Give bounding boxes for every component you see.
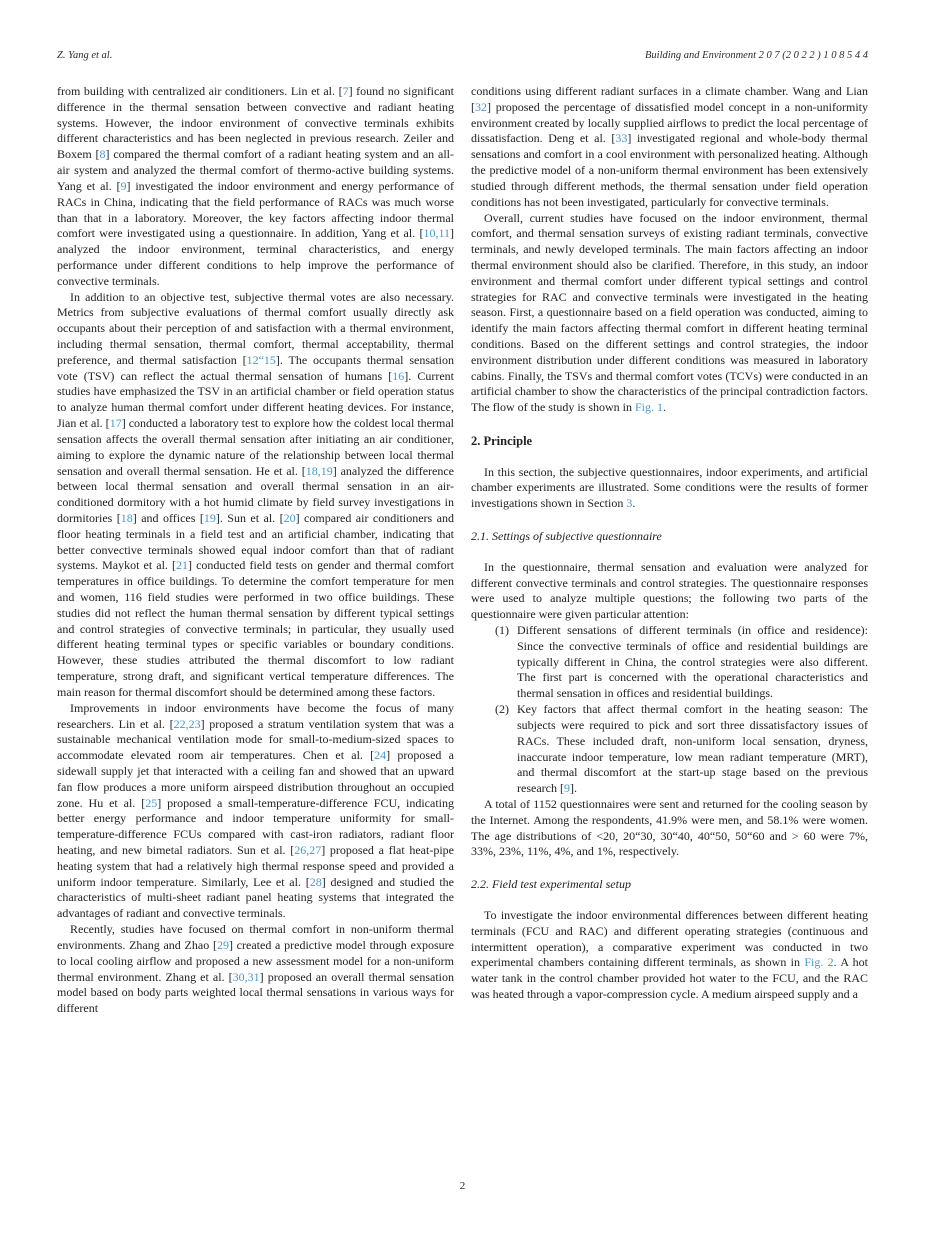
citation-link[interactable]: 19	[203, 510, 216, 525]
list-item: (1) Different sensations of different terminals (in office and residence): Since the convective terminals of office and residential buildings are typically different in China, the control strategies were also different. The first part is concerned with the operational characteristics and thermal sensation in offices and residential buildings.	[495, 623, 868, 701]
citation-link[interactable]: 21	[176, 558, 189, 573]
header-author: Z. Yang et al.	[57, 50, 113, 61]
page-content	[57, 50, 868, 1017]
citation-link[interactable]: 9	[563, 781, 570, 796]
paragraph: from building with centralized air conditioners. Lin et al. [7] found no significant difference in the thermal sensation between convective and radiant heating systems. However, the indoor environment of convective terminals exhibits different characteristics and has been neglected in previous research. Zeiler and Boxem [8] compared the thermal comfort of a radiant heating system and an all-air system and analyzed the thermal comfort of thermo-active building systems. Yang et al. [9] investigated the indoor environment and energy performance of RACs in China, indicating that the field performance of RACs was much worse than that in a laboratory. Moreover, the key factors affecting indoor thermal comfort were investigated using a questionnaire. In addition, Yang et al. [10,11] analyzed the indoor environment, terminal characteristics, and energy performance under different conditions to help improve the performance of convective terminals.	[57, 84, 454, 288]
citation-link[interactable]: 12“15	[246, 352, 276, 367]
citation-link[interactable]: 25	[145, 795, 158, 810]
citation-link[interactable]: Fig. 2	[804, 955, 834, 970]
citation-link[interactable]: 26,27	[294, 843, 322, 857]
citation-link[interactable]: 8	[99, 147, 106, 162]
citation-link[interactable]: 16	[392, 368, 405, 383]
citation-link[interactable]: 9	[120, 178, 127, 193]
paragraph: A total of 1152 questionnaires were sent and returned for the cooling season by the Internet. Among the respondents, 41.9% were men, and 58.1% were women. The age distributions of <20, 20“30, 30“40, 40“50, 50“60 and > 60 were 7%, 33%, 23%, 11%, 4%, and 1%, respectively.	[471, 796, 868, 859]
citation-link[interactable]: 22,23	[173, 716, 201, 731]
citation-link[interactable]: 10,11	[423, 226, 450, 241]
header-journal-title: Building and Environment 2 0 7 (2 0 2 2 ) 1 0 8 5 4 4	[644, 50, 868, 61]
citation-link[interactable]: 20	[283, 510, 296, 525]
section-heading: 2. Principle	[471, 434, 533, 449]
subsection-heading: 2.2. Field test experimental setup	[471, 877, 631, 892]
list-marker: (1)	[495, 623, 509, 638]
paragraph: Overall, current studies have focused on the indoor environment, thermal comfort, and thermal sensation surveys of existing radiant terminals, convective terminals, and newly developed terminals. The main factors affecting an indoor thermal environment should also be clarified. Therefore, in this study, an indoor environment and thermal comfort under different typical settings and control strategies for RAC and convective terminals were investigated in the heating season. First, a questionnaire based on a field operation was conducted, aiming to identify the main factors affecting thermal comfort in different heating terminal conditions. Based on the different settings and control strategies, the indoor environment distribution under different conditions was measured in laboratory cabins. Finally, the TSVs and thermal comfort votes (TCVs) were conducted in an artificial chamber to show the characteristics of the principal contradiction factors. The flow of the study is shown in Fig. 1.	[471, 210, 868, 415]
citation-link[interactable]: 3	[626, 496, 633, 511]
page-number: 2	[459, 1180, 466, 1192]
citation-link[interactable]: 29	[216, 937, 229, 952]
paragraph: In this section, the subjective questionnaires, indoor experiments, and artificial chamber experiments are illustrated. Some conditions were the results of former investigations shown in Section 3.	[471, 464, 868, 511]
paragraph: Recently, studies have focused on thermal comfort in non-uniform thermal environments. Zhang and Zhao [29] created a predictive model through exposure to local cooling airflow and proposed a new assessment model for a non-uniform thermal environment. Zhang et al. [30,31] proposed an overall thermal sensation model based on body parts weighted local thermal sensations in various ways for different	[57, 922, 454, 1016]
citation-link[interactable]: 18,19	[305, 463, 333, 478]
citation-link[interactable]: 18	[120, 510, 133, 525]
running-header	[57, 50, 868, 61]
two-column-body	[57, 84, 868, 1017]
paragraph: To investigate the indoor environmental differences between different heating terminals (FCU and RAC) and different operating strategies (continuous and intermittent operation), a comparative experiment was conducted in two experimental chambers containing different terminals, as shown in Fig. 2. A hot water tank in the control chamber provided hot water to the FCU, and the RAC was heated through a vapor-compression cycle. A medium airspeed supply and a	[471, 908, 868, 1002]
paragraph: conditions using different radiant surfaces in a climate chamber. Wang and Lian [32] proposed the percentage of dissatisfied model concept in a non-uniformity environment created by locally supplied airflows to predict the local percentage of dissatisfaction. Deng et al. [33] investigated regional and whole-body thermal sensations and comfort in a cool environment with personalized heating. Although the predictive model of a non-uniform thermal environment has been extensively studied through different methods, the thermal sensation under field operation conditions has not been investigated, particularly for convective terminals.	[471, 84, 868, 209]
citation-link[interactable]: 24	[374, 748, 387, 763]
page-footer	[0, 1180, 925, 1192]
citation-link[interactable]: 28	[309, 874, 322, 889]
article-column-left	[57, 84, 454, 1017]
citation-link[interactable]: Fig. 1	[635, 400, 664, 415]
list-item: (2) Key factors that affect thermal comfort in the heating season: The subjects were required to pick and sort three dissatisfactory issues of RACs. These included draft, non-uniform local sensation, dryness, inaccurate indoor temperature, low mean radiant temperature (MRT), and thermal discomfort at the start-up stage based on the previous research [9].	[495, 702, 868, 796]
citation-link[interactable]: 32	[475, 99, 487, 114]
citation-link[interactable]: 17	[109, 416, 122, 431]
citation-link[interactable]: 7	[342, 84, 349, 98]
paragraph: Improvements in indoor environments have become the focus of many researchers. Lin et al. [22,23] proposed a stratum ventilation system that was a sustainable mechanical ventilation mode for small-to-medium-sized spaces to accommodate elevated room air temperatures. Chen et al. [24] proposed a sidewall supply jet that interacted with a ceiling fan and showed that an upward fan flow produces a more uniform airspeed distribution throughout an occupied zone. Hu et al. [25] proposed a small-temperature-difference FCU, indicating better energy performance and indoor temperature uniformity for small-temperature-difference FCUs compared with cast-iron radiators, radiant floor heating, and new bimetal radiators. Sun et al. [26,27] proposed a flat heat-pipe heating system that had a relatively high thermal response speed and provided a uniform indoor temperature. Similarly, Lee et al. [28] designed and studied the characteristics of multi-sheet radiant panel heating systems that integrated the advantages of radiant and convective terminals.	[57, 700, 454, 921]
paragraph: In the questionnaire, thermal sensation and evaluation were analyzed for different convective terminals and control strategies. The questionnaire responses were used to analyze multiple questions; the following two parts of the questionnaire were given particular attention:	[471, 559, 868, 622]
subsection-heading: 2.1. Settings of subjective questionnaire	[471, 528, 662, 543]
list-marker: (2)	[495, 702, 509, 717]
citation-link[interactable]: 33	[615, 131, 628, 146]
paragraph: In addition to an objective test, subjective thermal votes are also necessary. Metrics from subjective evaluations of thermal comfort usually directly ask occupants about their perception of and satisfaction with a thermal environment, including thermal sensation, thermal comfort, thermal acceptability, thermal preference, and thermal satisfaction [12“15]. The occupants thermal sensation vote (TSV) can reflect the actual thermal sensation of humans [16]. Current studies have emphasized the TSV in an artificial chamber or field operation status to analyze human thermal comfort under different heating devices. For instance, Jian et al. [17] conducted a laboratory test to explore how the coldest local thermal sensation affects the overall thermal sensation after initiating an air conditioner, aiming to explore the dynamic nature of the relationship between local thermal sensation and overall thermal sensation. He et al. [18,19] analyzed the difference between local thermal sensation and overall thermal sensation in an air-conditioned dormitory with a hot humid climate by field survey investigations in dormitories [18] and offices [19]. Sun et al. [20] compared air conditioners and floor heating terminals in a field test and an artificial chamber, indicating that better convective terminals showed equal indoor comfort than that of radiant systems. Maykot et al. [21] conducted field tests on gender and thermal comfort temperatures in office buildings. To determine the comfort temperature for men and women, 116 field studies were performed in two office buildings. These studies did not reflect the human thermal sensation by different typical settings and control strategies of convective terminals; in particular, they usually used different heating terminal types or specific variables or boundary conditions. However, these studies attributed the thermal discomfort to low radiant temperature, strong draft, and significant vertical temperature differences. The main reason for thermal discomfort should be determined among these factors.	[57, 289, 455, 699]
citation-link[interactable]: 30,31	[232, 969, 260, 984]
article-column-right	[471, 84, 868, 1017]
